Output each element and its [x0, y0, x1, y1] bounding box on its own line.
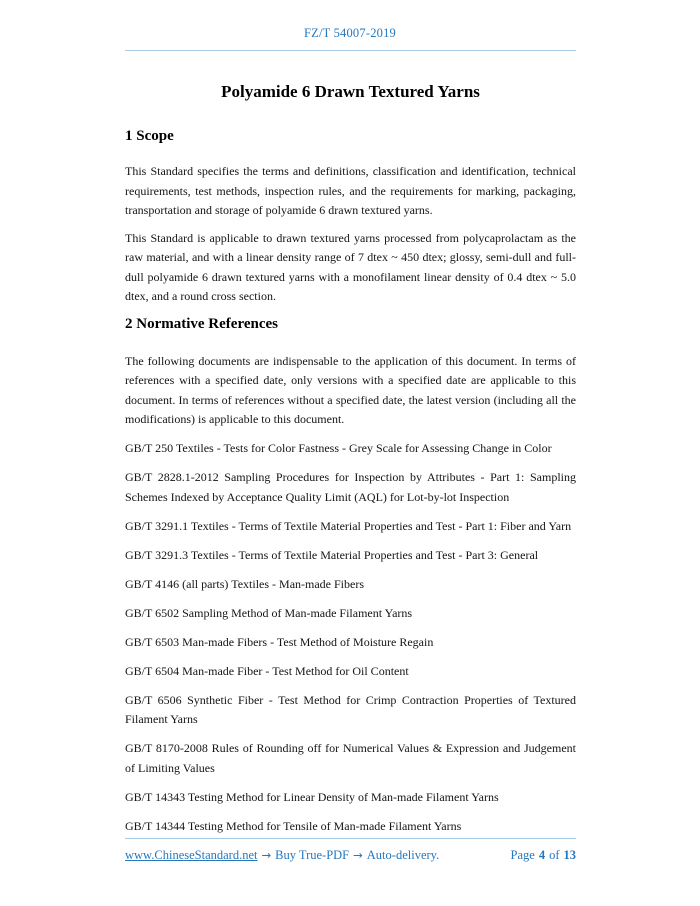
- total-pages: 13: [563, 848, 576, 862]
- reference-item: GB/T 6504 Man-made Fiber - Test Method for Oil Content: [125, 663, 409, 678]
- scope-paragraph-1: This Standard specifies the terms and definitions, classification and identification, technical requirements, test methods, inspection rules, and the requirements for marking, packaging, transportation and storage of polyamide 6 drawn textured yarns.: [125, 164, 576, 217]
- page-footer: [125, 838, 576, 863]
- reference-item: GB/T 2828.1-2012 Sampling Procedures for Inspection by Attributes - Part 1: Sampling Schemes Indexed by Acceptance Quality Limit (AQL) for Lot-by-lot Inspection: [125, 470, 576, 504]
- arrow-right-icon: →: [261, 848, 272, 862]
- reference-item: GB/T 14344 Testing Method for Tensile of Man-made Filament Yarns: [125, 818, 462, 833]
- section-heading-normative-references: 2 Normative References: [125, 315, 278, 332]
- reference-item: GB/T 6503 Man-made Fibers - Test Method of Moisture Regain: [125, 634, 434, 649]
- header-standard-code: FZ/T 54007-2019: [303, 26, 396, 40]
- reference-item: GB/T 3291.1 Textiles - Terms of Textile Material Properties and Test - Part 1: Fiber and Yarn: [125, 518, 572, 533]
- page-label: Page: [510, 848, 535, 862]
- section-heading-scope: 1 Scope: [125, 128, 174, 144]
- header-rule: [125, 50, 576, 51]
- of-label: of: [549, 848, 560, 862]
- normative-references-intro: The following documents are indispensable to the application of this document. In terms of references with a specified date, only versions with a specified date are applicable to this document. In terms of references without a specified date, the latest version (including all the modifications) is applicable to this document.: [125, 353, 576, 426]
- page-header: [0, 0, 700, 51]
- footer-buy-text: Buy True-PDF: [275, 848, 350, 862]
- arrow-right-icon: →: [353, 848, 363, 862]
- reference-item: GB/T 4146 (all parts) Textiles - Man-made Fibers: [125, 576, 365, 591]
- footer-delivery-text: Auto-delivery.: [366, 848, 440, 862]
- document-title: Polyamide 6 Drawn Textured Yarns: [221, 82, 480, 101]
- footer-left: [125, 848, 439, 863]
- reference-item: GB/T 3291.3 Textiles - Terms of Textile Material Properties and Test - Part 3: General: [125, 547, 539, 562]
- document-body: [0, 80, 700, 836]
- reference-item: GB/T 6506 Synthetic Fiber - Test Method for Crimp Contraction Properties of Textured Filament Yarns: [125, 692, 576, 726]
- reference-item: GB/T 250 Textiles - Tests for Color Fastness - Grey Scale for Assessing Change in Color: [125, 441, 552, 455]
- scope-paragraph-2: This Standard is applicable to drawn textured yarns processed from polycaprolactam as the raw material, and with a linear density range of 7 dtex ~ 450 dtex; glossy, semi-dull and full-dull polyamide 6 drawn textured yarns with a monofilament linear density of 0.4 dtex ~ 5.0 dtex, and a round cross section.: [125, 230, 576, 303]
- reference-item: GB/T 6502 Sampling Method of Man-made Filament Yarns: [125, 605, 413, 620]
- footer-site-link[interactable]: www.ChineseStandard.net: [125, 848, 258, 862]
- reference-item: GB/T 8170-2008 Rules of Rounding off for Numerical Values & Expression and Judgement of Limiting Values: [125, 741, 576, 775]
- page-number: 4: [538, 848, 546, 862]
- reference-item: GB/T 14343 Testing Method for Linear Density of Man-made Filament Yarns: [125, 789, 499, 804]
- page-indicator: [507, 848, 576, 863]
